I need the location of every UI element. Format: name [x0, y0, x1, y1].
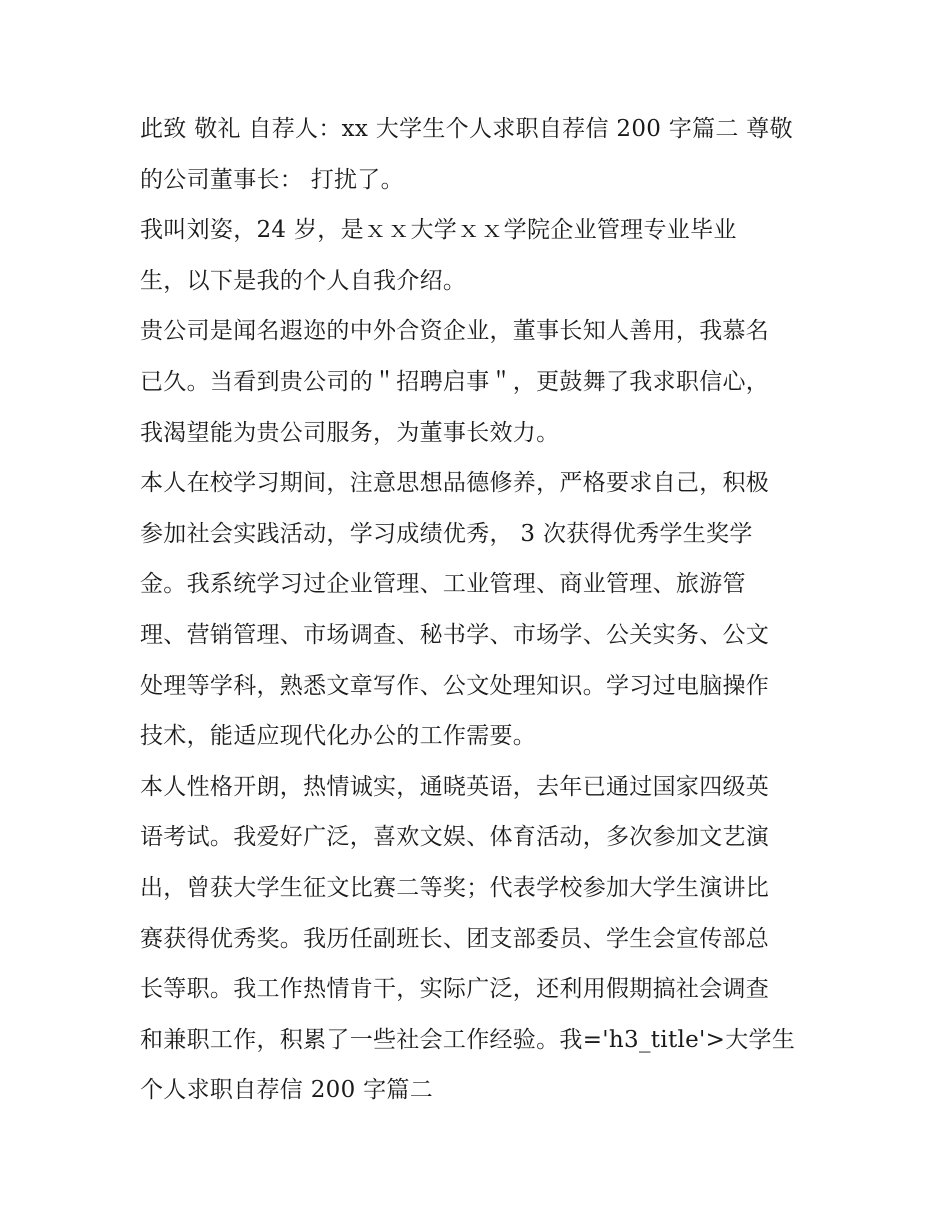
text-line: 技术，能适应现代化办公的工作需要。	[140, 723, 537, 750]
text-line: 语考试。我爱好广泛，喜欢文娱、体育活动，多次参加文艺演	[140, 824, 770, 851]
text-line: 生，以下是我的个人自我介绍。	[140, 267, 467, 294]
text-line: 个人求职自荐信 200 字篇二	[140, 1077, 434, 1104]
text-line: 赛获得优秀奖。我历任副班长、团支部委员、学生会宣传部总	[140, 925, 770, 952]
text-line: 处理等学科，熟悉文章写作、公文处理知识。学习过电脑操作	[140, 672, 770, 699]
text-line: 已久。当看到贵公司的＂招聘启事＂，更鼓舞了我求职信心，	[140, 368, 770, 395]
text-line: 我叫刘姿，24 岁，是ｘｘ大学ｘｘ学院企业管理专业毕业	[140, 217, 737, 244]
text-line: 的公司董事长： 打扰了。	[140, 166, 404, 193]
text-line: 本人性格开朗，热情诚实，通晓英语，去年已通过国家四级英	[140, 773, 770, 800]
text-line: 金。我系统学习过企业管理、工业管理、商业管理、旅游管	[140, 571, 746, 598]
text-line: 长等职。我工作热情肯干，实际广泛，还利用假期搞社会调查	[140, 976, 770, 1003]
document-body	[140, 104, 820, 1116]
text-line: 此致 敬礼 自荐人：xx 大学生个人求职自荐信 200 字篇二 尊敬	[140, 116, 793, 142]
text-line: 贵公司是闻名遐迩的中外合资企业，董事长知人善用，我慕名	[140, 318, 770, 345]
text-line: 和兼职工作，积累了一些社会工作经验。我='h3_title'>大学生	[140, 1026, 796, 1053]
text-line: 理、营销管理、市场调查、秘书学、市场学、公关实务、公文	[140, 621, 770, 648]
text-line: 参加社会实践活动，学习成绩优秀， 3 次获得优秀学生奖学	[140, 520, 753, 547]
text-line: 我渴望能为贵公司服务，为董事长效力。	[140, 419, 560, 446]
text-line: 本人在校学习期间，注意思想品德修养，严格要求自己，积极	[140, 470, 770, 497]
text-line: 出，曾获大学生征文比赛二等奖；代表学校参加大学生演讲比	[140, 874, 770, 901]
